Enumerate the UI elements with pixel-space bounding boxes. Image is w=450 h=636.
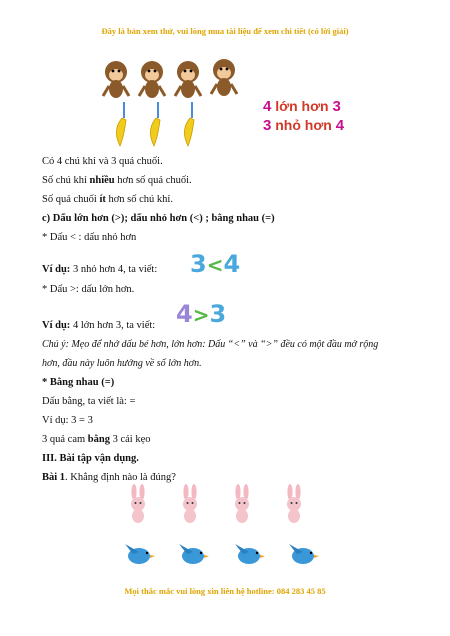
section-heading-c: c) Dấu lớn hơn (>); dấu nhỏ hơn (<) ; bằng nhau (=) bbox=[42, 213, 275, 224]
note-line-2: hơn, đầu này luôn hướng về số lớn hơn. bbox=[42, 358, 202, 369]
footer-notice: Mọi thắc mắc vui lòng xin liên hệ hotline: 084 283 45 85 bbox=[124, 586, 326, 596]
birds-row bbox=[125, 540, 335, 570]
comparison-text-2: 3 nhỏ hơn 4 bbox=[263, 117, 345, 134]
text-line-greater-than: * Dấu >: dấu lớn hơn. bbox=[42, 284, 135, 295]
monkeys-bananas-illustration bbox=[100, 58, 260, 150]
monkey-icon bbox=[103, 61, 129, 98]
banana-icon bbox=[150, 118, 160, 146]
exercise-1-prompt: Bài 1. Khẳng định nào là đúng? bbox=[42, 472, 176, 483]
text-line-less-than: * Dấu < : dấu nhỏ hơn bbox=[42, 232, 137, 243]
text-line-equal-example: Ví dụ: 3 = 3 bbox=[42, 415, 93, 426]
comparison-text-1: 4 lớn hơn 3 bbox=[263, 98, 341, 115]
text-line-oranges: 3 quả cam bằng 3 cái kẹo bbox=[42, 434, 151, 445]
text-line-equal: Dấu bằng, ta viết là: = bbox=[42, 396, 136, 407]
text-line-2: Số chú khỉ nhiều hơn số quả chuối. bbox=[42, 175, 192, 186]
bird-icon bbox=[125, 544, 155, 564]
banana-icon bbox=[184, 118, 194, 146]
example-line-2: Ví dụ: 4 lớn hơn 3, ta viết: bbox=[42, 320, 156, 331]
text-line-1: Có 4 chú khỉ và 3 quả chuối. bbox=[42, 156, 163, 167]
section-heading-iii: III. Bài tập vận dụng. bbox=[42, 453, 139, 464]
example-figure-2: 4>3 bbox=[176, 300, 227, 328]
rabbit-icon bbox=[131, 484, 145, 523]
note-line-1: Chú ý: Mẹo để nhớ dấu bé hơn, lớn hơn: Dấu “<” và “>” đều có một đầu mở rộng bbox=[42, 339, 379, 350]
text-line-3: Số quả chuối ít hơn số chú khỉ. bbox=[42, 194, 173, 205]
example-line-1: Ví dụ: 3 nhỏ hơn 4, ta viết: bbox=[42, 264, 158, 275]
header-notice: Đây là bản xem thử, vui lòng mua tài liệu để xem chi tiết (có lời giải) bbox=[101, 26, 349, 36]
equal-heading: * Bằng nhau (=) bbox=[42, 377, 115, 388]
banana-icon bbox=[116, 118, 126, 146]
example-figure-1: 3<4 bbox=[190, 250, 241, 278]
rabbits-row bbox=[125, 484, 325, 524]
